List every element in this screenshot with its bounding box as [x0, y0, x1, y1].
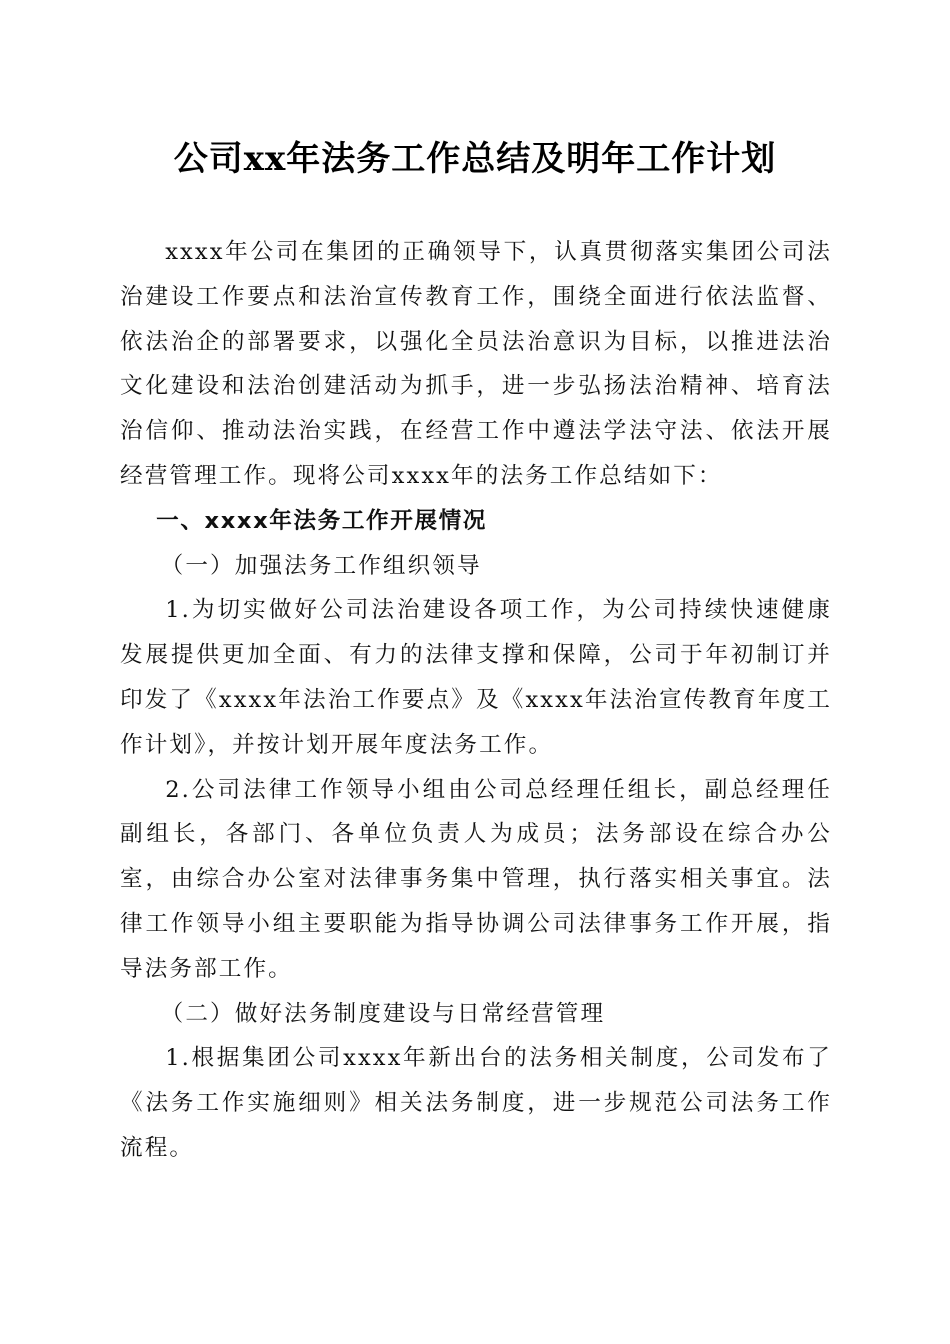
subsection-2-item-1: 1.根据集团公司xxxx年新出台的法务相关制度，公司发布了《法务工作实施细则》相关法务制度，进一步规范公司法务工作流程。 [120, 1045, 832, 1161]
document-body [120, 230, 832, 1171]
subsection-1-item-2: 2.公司法律工作领导小组由公司总经理任组长，副总经理任副组长，各部门、各单位负责人为成员；法务部设在综合办公室，由综合办公室对法律事务集中管理，执行落实相关事宜。法律工作领导小组主要职能为指导协调公司法律事务工作开展，指导法务部工作。 [120, 776, 832, 982]
subsection-heading-1: （一）加强法务工作组织领导 [160, 552, 482, 579]
subsection-heading-2: （二）做好法务制度建设与日常经营管理 [160, 1000, 606, 1027]
document-title: 公司xx年法务工作总结及明年工作计划 [173, 139, 777, 179]
intro-paragraph: xxxx年公司在集团的正确领导下，认真贯彻落实集团公司法治建设工作要点和法治宣传教育工作，围绕全面进行依法监督、依法治企的部署要求，以强化全员法治意识为目标，以推进法治文化建设和法治创建活动为抓手，进一步弘扬法治精神、培育法治信仰、推动法治实践，在经营工作中遵法学法守法、依法开展经营管理工作。现将公司xxxx年的法务工作总结如下： [120, 239, 832, 489]
subsection-1-item-1: 1.为切实做好公司法治建设各项工作，为公司持续快速健康发展提供更加全面、有力的法律支撑和保障，公司于年初制订并印发了《xxxx年法治工作要点》及《xxxx年法治宣传教育年度工作计划》，并按计划开展年度法务工作。 [120, 597, 832, 758]
section-heading-1: 一、xxxx年法务工作开展情况 [156, 507, 487, 534]
